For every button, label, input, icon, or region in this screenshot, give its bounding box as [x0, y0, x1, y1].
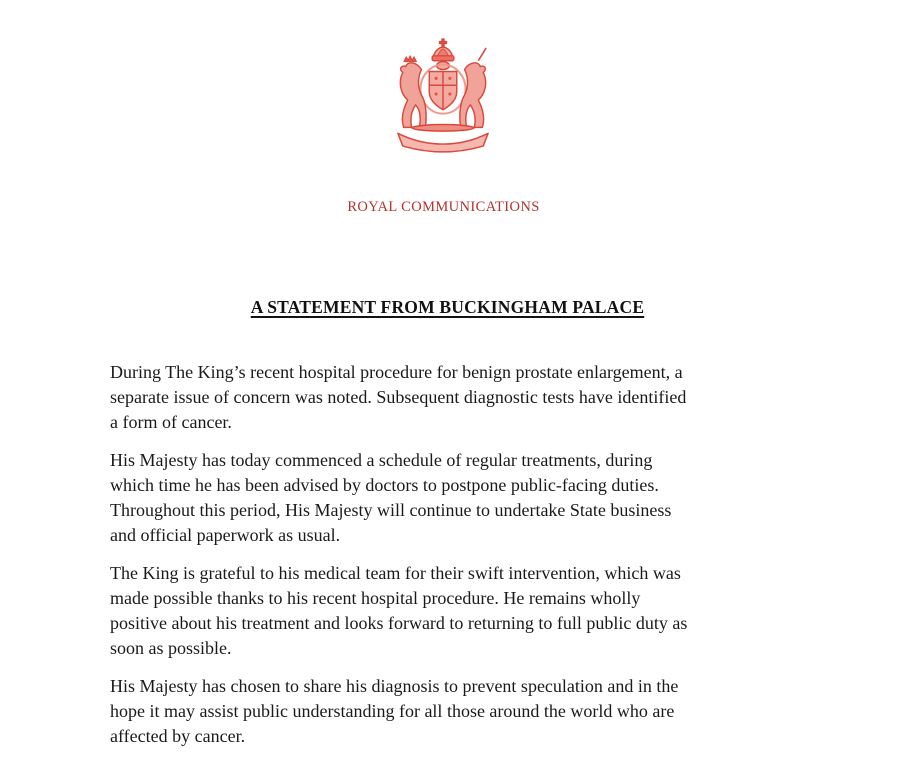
paragraph	[110, 561, 800, 661]
paragraph-line: a form of cancer.	[110, 412, 232, 432]
paragraph-line: made possible thanks to his recent hospital procedure. He remains wholly	[110, 588, 641, 608]
paragraph-line: Throughout this period, His Majesty will continue to undertake State business	[110, 500, 672, 520]
paragraph-line: His Majesty has chosen to share his diagnosis to prevent speculation and in the	[110, 676, 679, 696]
org-name: ROYAL COMMUNICATIONS	[347, 199, 540, 215]
statement-title	[0, 297, 901, 318]
paragraph-line: His Majesty has today commenced a schedule of regular treatments, during	[110, 450, 653, 470]
paragraph-line: soon as possible.	[110, 638, 232, 658]
paragraph-line: affected by cancer.	[110, 726, 246, 746]
paragraph-line: hope it may assist public understanding for all those around the world who are	[110, 701, 675, 721]
paragraph	[110, 360, 800, 435]
paragraph-line: and official paperwork as usual.	[110, 525, 341, 545]
statement-title-text: A STATEMENT FROM BUCKINGHAM PALACE	[250, 297, 645, 317]
paragraph-line: During The King’s recent hospital procedure for benign prostate enlargement, a	[110, 362, 683, 382]
paragraph-line: separate issue of concern was noted. Subsequent diagnostic tests have identified	[110, 387, 687, 407]
paragraph-line: positive about his treatment and looks forward to returning to full public duty as	[110, 613, 688, 633]
paragraph	[110, 448, 800, 548]
statement-body	[110, 360, 800, 757]
royal-coat-of-arms-icon	[392, 38, 494, 156]
paragraph-line: which time he has been advised by doctors to postpone public-facing duties.	[110, 475, 659, 495]
paragraph	[110, 674, 800, 749]
paragraph-line: The King is grateful to his medical team for their swift intervention, which was	[110, 563, 681, 583]
